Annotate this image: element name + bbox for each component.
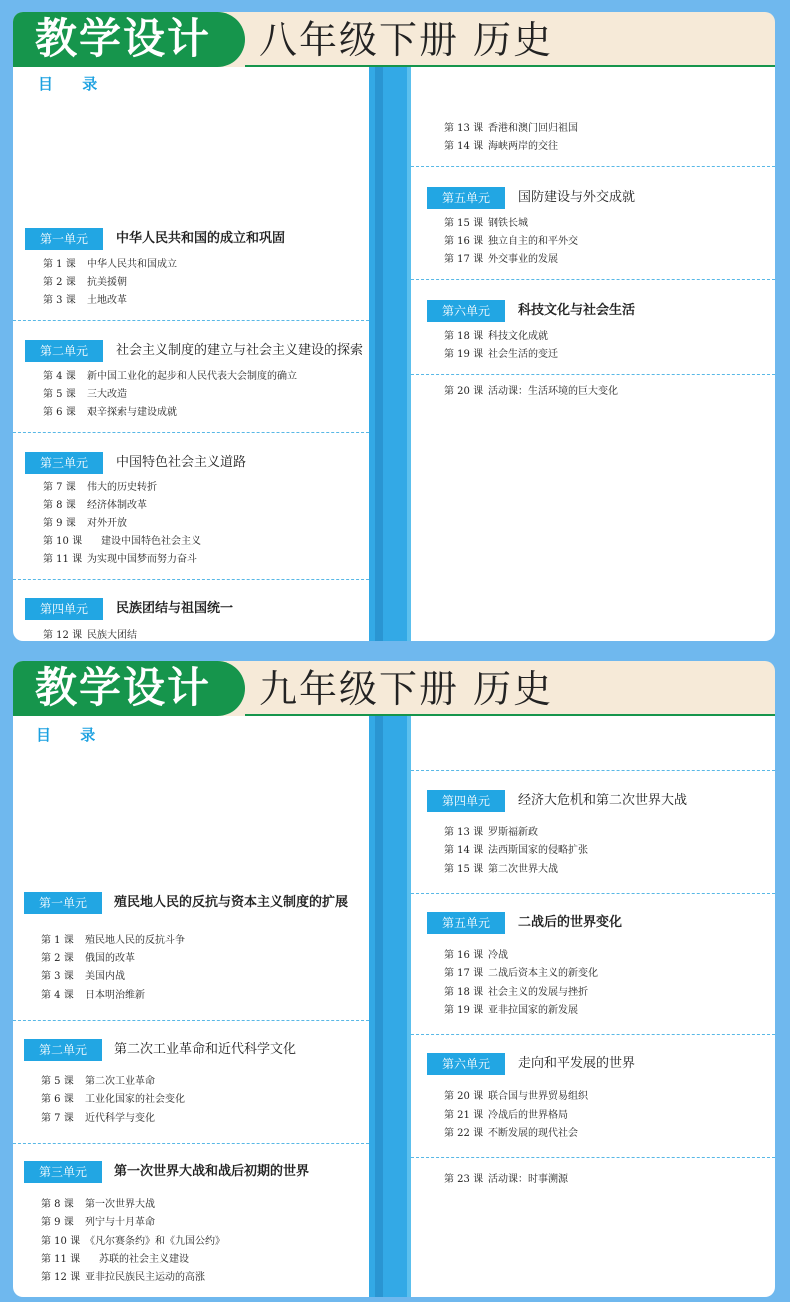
right-page	[411, 67, 775, 641]
unit-row	[411, 300, 775, 324]
unit-label: 第二单元	[25, 340, 103, 362]
lesson-item: 第 17 课 二战后资本主义的新变化	[444, 968, 598, 979]
brand-title: 教学设计	[35, 14, 212, 63]
lesson-item: 第 22 课 不断发展的现代社会	[444, 1128, 578, 1139]
section-divider	[411, 770, 775, 771]
unit-title: 殖民地人民的反抗与资本主义制度的扩展	[114, 895, 349, 910]
unit-label: 第五单元	[427, 187, 505, 209]
unit-title: 科技文化与社会生活	[518, 303, 636, 318]
unit-title: 二战后的世界变化	[518, 915, 623, 930]
unit-row	[411, 1053, 775, 1077]
unit-label: 第六单元	[427, 1053, 505, 1075]
lesson-item: 第 5 课 三大改造	[43, 389, 127, 400]
brand-title: 教学设计	[35, 663, 212, 712]
lesson-item: 第 3 课 美国内战	[41, 971, 125, 982]
lesson-item: 第 5 课 第二次工业革命	[41, 1076, 155, 1087]
lesson-item: 第 13 课 香港和澳门回归祖国	[444, 123, 578, 134]
section-divider	[13, 579, 369, 580]
unit-row	[411, 790, 775, 814]
lesson-item: 第 3 课 土地改革	[43, 295, 127, 306]
lesson-item: 第 7 课 伟大的历史转折	[43, 482, 157, 493]
toc-heading: 目 录	[38, 75, 110, 93]
toc-panel-grade9	[13, 661, 775, 1297]
section-divider	[411, 893, 775, 894]
unit-title: 第一次世界大战和战后初期的世界	[114, 1164, 310, 1179]
unit-title: 第二次工业革命和近代科学文化	[114, 1042, 297, 1057]
unit-label: 第三单元	[24, 1161, 102, 1183]
section-divider	[411, 279, 775, 280]
section-divider	[411, 1034, 775, 1035]
lesson-item: 第 10 课 建设中国特色社会主义	[43, 536, 201, 547]
section-divider	[13, 1020, 369, 1021]
left-page	[13, 716, 369, 1297]
unit-title: 走向和平发展的世界	[518, 1056, 636, 1071]
activity-lesson: 第 20 课 活动课：生活环境的巨大变化	[444, 386, 618, 397]
unit-row	[13, 452, 369, 476]
book-spine	[369, 716, 411, 1297]
unit-title: 中华人民共和国的成立和巩固	[116, 231, 286, 246]
lesson-item: 第 6 课 工业化国家的社会变化	[41, 1094, 185, 1105]
lesson-item: 第 20 课 联合国与世界贸易组织	[444, 1091, 588, 1102]
lesson-item: 第 8 课 经济体制改革	[43, 500, 147, 511]
lesson-item: 第 15 课 第二次世界大战	[444, 864, 558, 875]
lesson-item: 第 6 课 艰辛探索与建设成就	[43, 407, 177, 418]
unit-label: 第一单元	[25, 228, 103, 250]
lesson-item: 第 11 课 苏联的社会主义建设	[41, 1254, 189, 1265]
unit-row	[13, 892, 369, 916]
left-page	[13, 67, 369, 641]
unit-title: 中国特色社会主义道路	[116, 455, 247, 470]
section-divider	[411, 1157, 775, 1158]
lesson-item: 第 11 课 为实现中国梦而努力奋斗	[43, 554, 197, 565]
unit-label: 第三单元	[25, 452, 103, 474]
book-spine	[369, 67, 411, 641]
lesson-item: 第 2 课 抗美援朝	[43, 277, 127, 288]
unit-label: 第四单元	[427, 790, 505, 812]
section-divider	[411, 166, 775, 167]
lesson-item: 第 16 课 冷战	[444, 950, 508, 961]
lesson-item: 第 9 课 列宁与十月革命	[41, 1217, 155, 1228]
toc-panel-grade8	[13, 12, 775, 641]
unit-label: 第二单元	[24, 1039, 102, 1061]
unit-row	[411, 187, 775, 211]
book-subject-title: 八年级下册 历史	[259, 18, 554, 62]
lesson-item: 第 1 课 中华人民共和国成立	[43, 259, 177, 270]
lesson-item: 第 17 课 外交事业的发展	[444, 254, 558, 265]
lesson-item: 第 14 课 法西斯国家的侵略扩张	[444, 845, 588, 856]
lesson-item: 第 4 课 新中国工业化的起步和人民代表大会制度的确立	[43, 371, 297, 382]
unit-label: 第六单元	[427, 300, 505, 322]
brand-banner	[13, 12, 245, 67]
unit-row	[13, 1161, 369, 1185]
unit-title: 社会主义制度的建立与社会主义建设的探索	[116, 343, 364, 358]
lesson-item: 第 13 课 罗斯福新政	[444, 827, 538, 838]
lesson-item: 第 1 课 殖民地人民的反抗斗争	[41, 935, 185, 946]
lesson-item: 第 10 课 《凡尔赛条约》和《九国公约》	[41, 1236, 225, 1247]
panel-header	[13, 661, 775, 716]
unit-title: 经济大危机和第二次世界大战	[518, 793, 688, 808]
unit-row	[13, 340, 369, 364]
lesson-item: 第 18 课 社会主义的发展与挫折	[444, 987, 588, 998]
activity-lesson: 第 23 课 活动课：时事溯源	[444, 1174, 568, 1185]
unit-label: 第一单元	[24, 892, 102, 914]
section-divider	[411, 374, 775, 375]
lesson-item: 第 12 课 亚非拉民族民主运动的高涨	[41, 1272, 205, 1283]
lesson-item: 第 19 课 社会生活的变迁	[444, 349, 558, 360]
section-divider	[13, 320, 369, 321]
lesson-item: 第 9 课 对外开放	[43, 518, 127, 529]
lesson-item: 第 18 课 科技文化成就	[444, 331, 548, 342]
lesson-item: 第 21 课 冷战后的世界格局	[444, 1110, 568, 1121]
panel-header	[13, 12, 775, 67]
lesson-item: 第 19 课 亚非拉国家的新发展	[444, 1005, 578, 1016]
lesson-item: 第 16 课 独立自主的和平外交	[444, 236, 578, 247]
unit-title: 民族团结与祖国统一	[116, 601, 234, 616]
lesson-item: 第 12 课 民族大团结	[43, 630, 137, 641]
book-subject-title: 九年级下册 历史	[259, 667, 554, 711]
brand-banner	[13, 661, 245, 716]
unit-label: 第五单元	[427, 912, 505, 934]
lesson-item: 第 2 课 俄国的改革	[41, 953, 135, 964]
unit-title: 国防建设与外交成就	[518, 190, 636, 205]
unit-row	[13, 228, 369, 252]
unit-label: 第四单元	[25, 598, 103, 620]
section-divider	[13, 1143, 369, 1144]
lesson-item: 第 4 课 日本明治维新	[41, 990, 145, 1001]
unit-row	[411, 912, 775, 936]
lesson-item: 第 15 课 钢铁长城	[444, 218, 528, 229]
unit-row	[13, 1039, 369, 1063]
unit-row	[13, 598, 369, 622]
toc-heading: 目 录	[36, 726, 108, 744]
lesson-item: 第 8 课 第一次世界大战	[41, 1199, 155, 1210]
section-divider	[13, 432, 369, 433]
right-page	[411, 716, 775, 1297]
lesson-item: 第 14 课 海峡两岸的交往	[444, 141, 558, 152]
lesson-item: 第 7 课 近代科学与变化	[41, 1113, 155, 1124]
